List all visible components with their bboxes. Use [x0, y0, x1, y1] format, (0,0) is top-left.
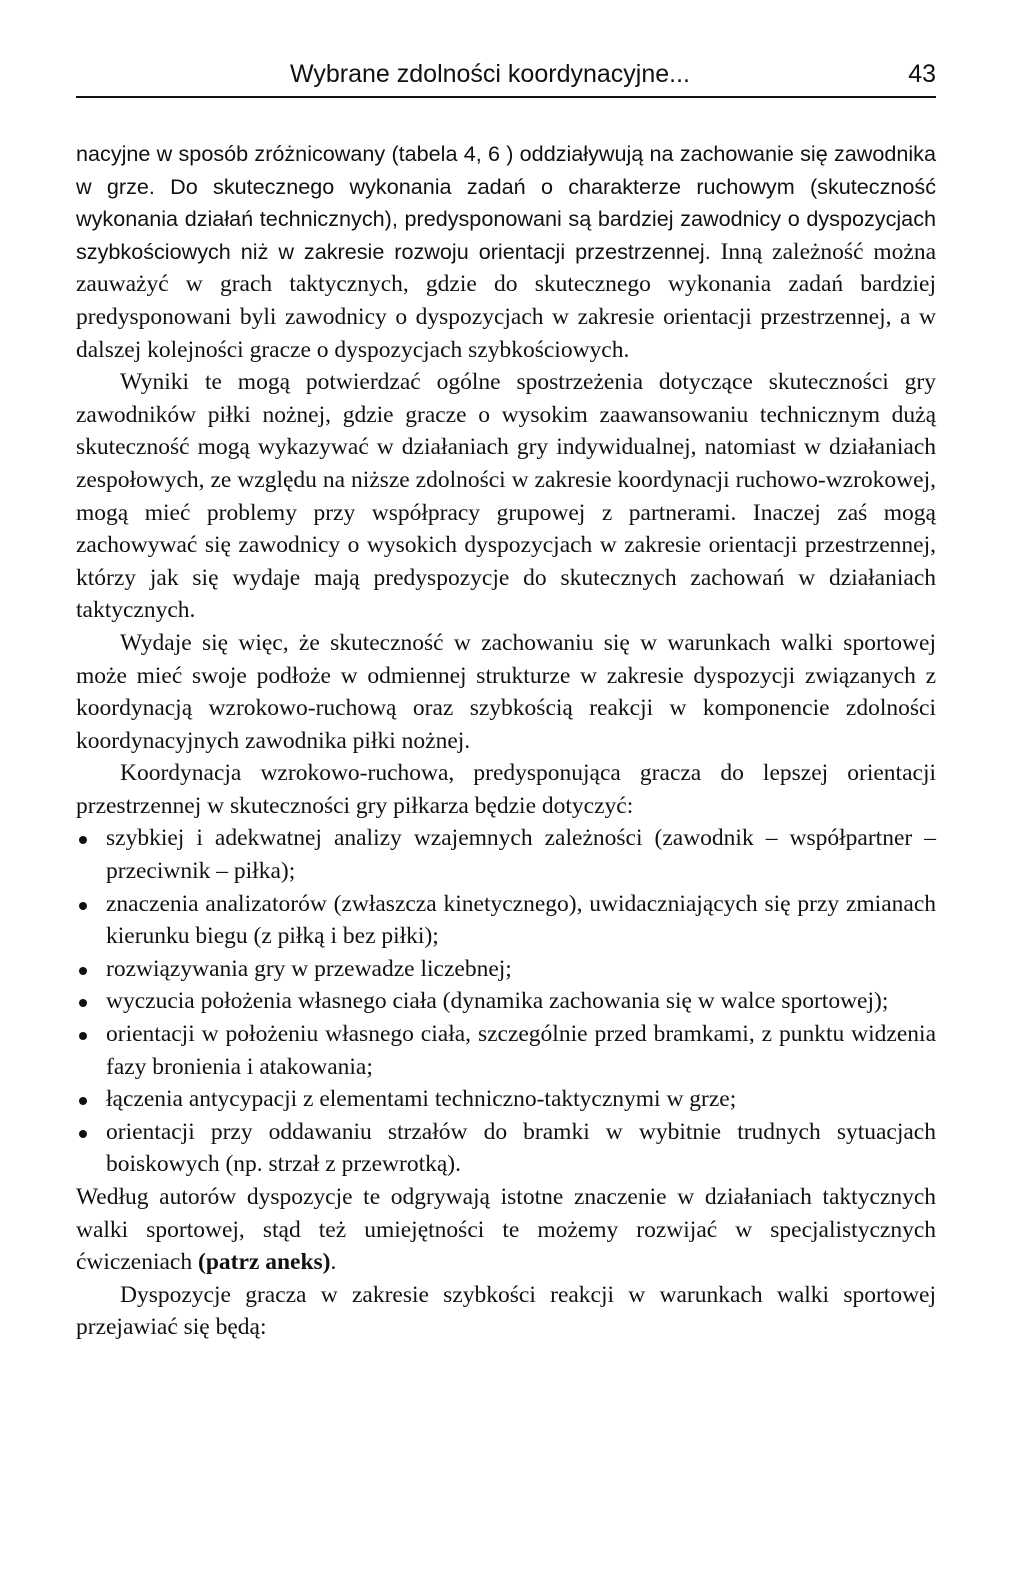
- list-item: znaczenia analizatorów (zwłaszcza kinetycznego), uwidaczniających się przy zmianach kierunku biegu (z piłką i bez piłki);: [76, 888, 936, 953]
- paragraph-5-period: .: [330, 1249, 337, 1276]
- running-title: Wybrane zdolności koordynacyjne...: [290, 60, 690, 88]
- paragraph-1: [76, 138, 936, 366]
- page-number: 43: [908, 60, 936, 88]
- paragraph-1-sans-part: nacyjne w sposób zróżnicowany (tabela 4, 6 ) oddziaływują na zachowanie się zawodnika w grze. Do skutecznego wykonania zadań o charakterze ruchowym (skuteczność wykonania działań technicznych), predysponowani są bardziej zawodnicy o dyspozycjach szybkościowych niż w zakresie rozwoju orientacji przestrzennej.: [76, 141, 936, 264]
- paragraph-4: Koordynacja wzrokowo-ruchowa, predysponująca gracza do lepszej orientacji przestrzennej w skuteczności gry piłkarza będzie dotyczyć:: [76, 760, 936, 819]
- body-text: [76, 138, 936, 1344]
- list-item: łączenia antycypacji z elementami techniczno-taktycznymi w grze;: [76, 1083, 936, 1116]
- paragraph-5-text: Według autorów dyspozycje te odgrywają istotne znaczenie w działaniach taktycznych walki sportowej, stąd też umiejętności te możemy rozwijać w specjalistycznych ćwiczeniach: [76, 1184, 936, 1276]
- list-item: orientacji w położeniu własnego ciała, szczególnie przed bramkami, z punktu widzenia fazy bronienia i atakowania;: [76, 1018, 936, 1083]
- list-item: rozwiązywania gry w przewadze liczebnej;: [76, 953, 936, 986]
- paragraph-1-serif-part: Inną zależność można zauważyć w grach taktycznych, gdzie do skutecznego wykonania zadań bardziej predysponowani byli zawodnicy o dyspozycjach w zakresie orientacji przestrzennej, a w dalszej kolejności gracze o dyspozycjach szybkościowych.: [76, 238, 936, 363]
- paragraph-3: Wydaje się więc, że skuteczność w zachowaniu się w warunkach walki sportowej może mieć swoje podłoże w odmiennej strukturze w zakresie dyspozycji związanych z koordynacją wzrokowo-ruchową oraz szybkością reakcji w komponencie zdolności koordynacyjnych zawodnika piłki nożnej.: [76, 629, 936, 754]
- paragraph-6: Dyspozycje gracza w zakresie szybkości reakcji w warunkach walki sportowej przejawiać się będą:: [76, 1281, 936, 1341]
- annex-reference: (patrz aneks): [198, 1249, 331, 1276]
- bullet-list: [76, 822, 936, 1181]
- paragraph-5: [76, 1181, 936, 1279]
- book-page: [76, 56, 936, 1344]
- list-item: orientacji przy oddawaniu strzałów do bramki w wybitnie trudnych sytuacjach boiskowych (np. strzał z przewrotką).: [76, 1116, 936, 1181]
- paragraph-2: Wyniki te mogą potwierdzać ogólne spostrzeżenia dotyczące skuteczności gry zawodników piłki nożnej, gdzie gracze o wysokim zaawansowaniu technicznym dużą skuteczność mogą wykazywać w działaniach gry indywidualnej, natomiast w działaniach zespołowych, ze względu na niższe zdolności w zakresie koordynacji ruchowo-wzrokowej, mogą mieć problemy przy współpracy grupowej z partnerami. Inaczej zaś mogą zachowywać się zawodnicy o wysokich dyspozycjach w zakresie orientacji przestrzennej, którzy jak się wydaje mają predyspozycje do skutecznych zachowań w działaniach taktycznych.: [76, 369, 936, 624]
- list-item: wyczucia położenia własnego ciała (dynamika zachowania się w walce sportowej);: [76, 985, 936, 1018]
- list-item: szybkiej i adekwatnej analizy wzajemnych zależności (zawodnik – współpartner – przeciwnik – piłka);: [76, 822, 936, 887]
- running-header: [76, 56, 936, 98]
